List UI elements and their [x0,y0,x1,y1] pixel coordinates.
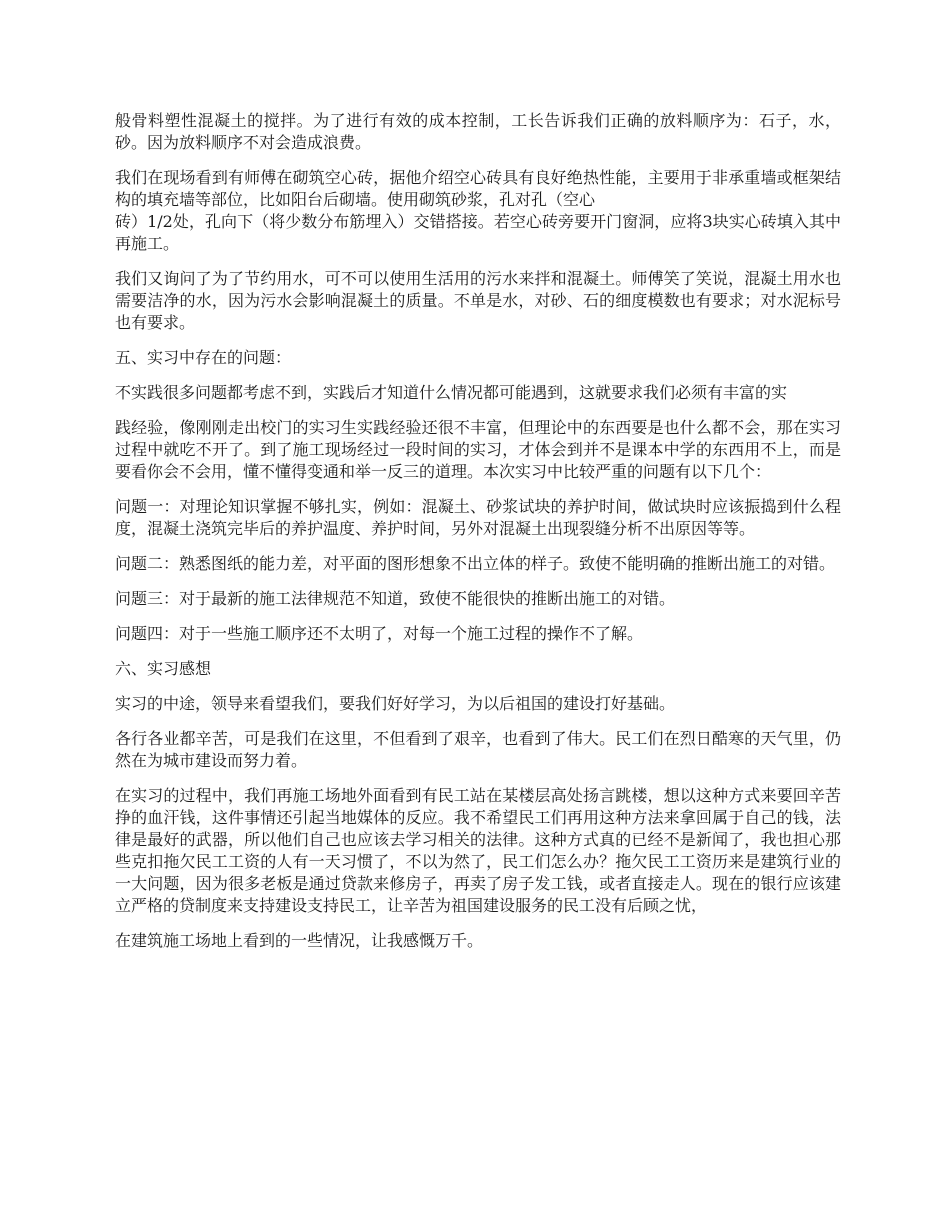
paragraph-wage-arrears: 在实习的过程中，我们再施工场地外面看到有民工站在某楼层高处扬言跳楼，想以这种方式来要回辛苦挣的血汗钱，这件事情还引起当地媒体的反应。我不希望民工们再用这种方法来拿回属于自己的钱，法律是最好的武器，所以他们自己也应该去学习相关的法律。这种方式真的已经不是新闻了，我也担心那些克扣拖欠民工工资的人有一天习惯了，不以为然了，民工们怎么办？拖欠民工工资历来是建筑行业的一大问题，因为很多老板是通过贷款来修房子，再卖了房子发工钱，或者直接走人。现在的银行应该建立严格的贷制度来支持建设支持民工，让辛苦为祖国建设服务的民工没有后顾之忧， [115,786,841,915]
paragraph-water-usage: 我们又询问了为了节约用水，可不可以使用生活用的污水来拌和混凝土。师傅笑了笑说，混凝土用水也需要洁净的水，因为污水会影响混凝土的质量。不单是水，对砂、石的细度模数也有要求；对水泥标号也有要求。 [115,269,841,332]
paragraph-problem-three: 问题三：对于最新的施工法律规范不知道，致使不能很快的推断出施工的对错。 [115,589,676,608]
section-heading-problems: 五、实习中存在的问题： [115,348,292,367]
paragraph-practice-intro: 不实践很多问题都考虑不到，实践后才知道什么情况都可能遇到，这就要求我们必须有丰富的实 [115,383,788,402]
paragraph-problem-two: 问题二：熟悉图纸的能力差，对平面的图形想象不出立体的样子。致使不能明确的推断出施工的对错。 [115,554,836,573]
document-page [115,110,841,965]
section-heading-reflections: 六、实习感想 [115,659,212,678]
paragraph-hollow-brick: 我们在现场看到有师傅在砌筑空心砖，据他介绍空心砖具有良好绝热性能，主要用于非承重墙或框架结构的填充墙等部位，比如阳台后砌墙。使用砌筑砂浆，孔对孔（空心 砖）1/2处，孔向下（将少数分布筋埋入）交错搭接。若空心砖旁要开门窗洞，应将3块实心砖填入其中再施工。 [115,168,841,253]
paragraph-closing: 在建筑施工场地上看到的一些情况，让我感慨万千。 [115,931,484,950]
paragraph-problem-four: 问题四：对于一些施工顺序还不太明了，对每一个施工过程的操作不了解。 [115,624,644,643]
paragraph-mixing-order: 般骨料塑性混凝土的搅拌。为了进行有效的成本控制，工长告诉我们正确的放料顺序为：石子，水，砂。因为放料顺序不对会造成浪费。 [115,111,841,152]
paragraph-workers-hardship: 各行各业都辛苦，可是我们在这里，不但看到了艰辛，也看到了伟大。民工们在烈日酷寒的天气里，仍然在为城市建设而努力着。 [115,729,841,770]
paragraph-practice-experience: 践经验，像刚刚走出校门的实习生实践经验还很不丰富，但理论中的东西要是也什么都不会，那在实习过程中就吃不开了。到了施工现场经过一段时间的实习，才体会到并不是课本中学的东西用不上，而是要看你会不会用，懂不懂得变通和举一反三的道理。本次实习中比较严重的问题有以下几个： [115,418,841,481]
paragraph-leader-visit: 实习的中途，领导来看望我们，要我们好好学习，为以后祖国的建设打好基础。 [115,694,676,713]
paragraph-problem-one: 问题一：对理论知识掌握不够扎实，例如：混凝土、砂浆试块的养护时间，做试块时应该振捣到什么程度，混凝土浇筑完毕后的养护温度、养护时间，另外对混凝土出现裂缝分析不出原因等等。 [115,497,841,538]
